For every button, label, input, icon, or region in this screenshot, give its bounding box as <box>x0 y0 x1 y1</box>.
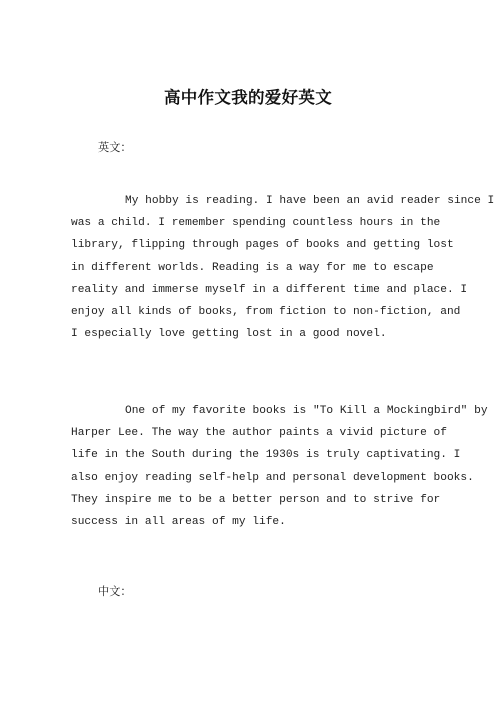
document-title: 高中作文我的爱好英文 <box>164 88 332 107</box>
paragraph-2-line: success in all areas of my life. <box>71 516 286 529</box>
section-label-chinese: 中文： <box>98 585 132 598</box>
paragraph-1-line: enjoy all kinds of books, from fiction to non-fiction, and <box>71 306 461 319</box>
paragraph-1-line: in different worlds. Reading is a way for me to escape <box>71 261 434 274</box>
paragraph-2 <box>71 400 488 533</box>
paragraph-2-line: They inspire me to be a better person and to strive for <box>71 493 441 506</box>
paragraph-1-line: My hobby is reading. I have been an avid reader since I <box>125 195 495 207</box>
paragraph-2-line: Harper Lee. The way the author paints a vivid picture of <box>71 427 447 440</box>
paragraph-1-line: library, flipping through pages of books and getting lost <box>71 239 454 252</box>
paragraph-1-line: reality and immerse myself in a different time and place. I <box>71 283 468 296</box>
paragraph-2-line: also enjoy reading self-help and personal development books. <box>71 471 474 484</box>
paragraph-1 <box>71 190 495 345</box>
section-label-english: 英文： <box>98 141 132 154</box>
paragraph-1-line: I especially love getting lost in a good novel. <box>71 328 387 341</box>
paragraph-2-line: life in the South during the 1930s is truly captivating. I <box>71 449 461 462</box>
paragraph-1-line: was a child. I remember spending countless hours in the <box>71 217 441 230</box>
paragraph-2-line: One of my favorite books is "To Kill a Mockingbird" by <box>125 405 488 417</box>
